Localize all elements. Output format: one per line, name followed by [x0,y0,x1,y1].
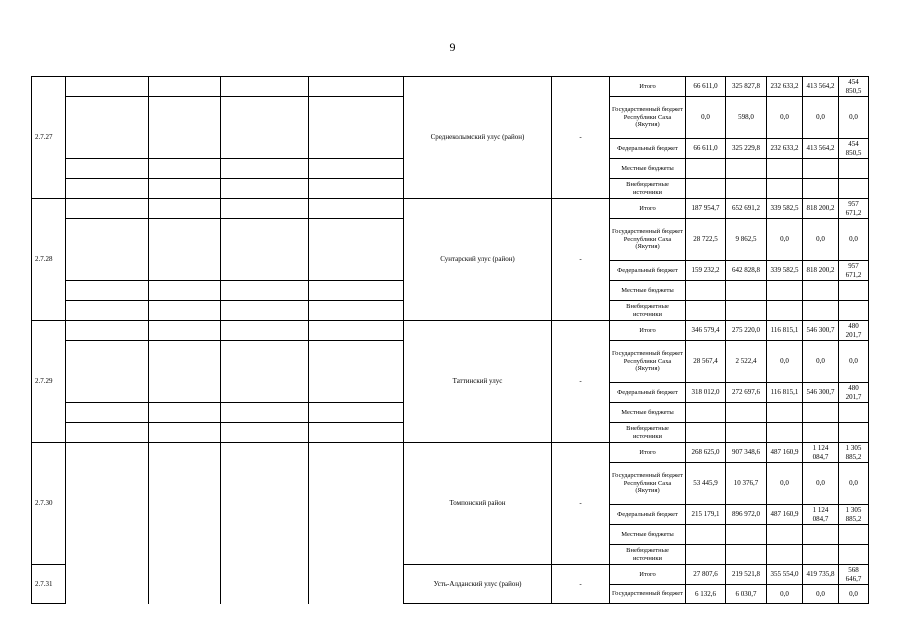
value-cell [803,423,839,443]
value-cell [767,423,803,443]
empty-cell [309,179,404,199]
value-cell: 346 579,4 [686,321,726,341]
value-cell: 818 200,2 [803,261,839,281]
value-cell [686,423,726,443]
empty-cell [66,159,149,179]
value-cell: 1 305 885,2 [839,443,869,463]
row-code: 2.7.31 [32,565,66,604]
value-cell [726,179,767,199]
empty-cell [149,423,221,443]
empty-cell [149,159,221,179]
value-cell: 116 815,1 [767,383,803,403]
value-cell: 268 625,0 [686,443,726,463]
funding-source: Государственный бюджет Республики Саха (Якутия) [610,463,686,505]
empty-cell [221,77,309,97]
funding-source: Федеральный бюджет [610,139,686,159]
funding-source: Внебюджетные источники [610,423,686,443]
value-cell: 272 697,6 [726,383,767,403]
funding-source: Внебюджетные источники [610,301,686,321]
empty-cell [66,219,149,261]
value-cell: 232 633,2 [767,77,803,97]
table-row [32,565,869,585]
value-cell [803,179,839,199]
value-cell: 487 160,9 [767,443,803,463]
table-row [32,321,869,341]
empty-cell [221,403,309,423]
value-cell [803,525,839,545]
district-name: Сунтарский улус (район) [404,199,552,321]
funding-source: Государственный бюджет [610,585,686,604]
value-cell: 957 671,2 [839,199,869,219]
empty-cell [66,261,149,281]
empty-cell [221,383,309,403]
empty-cell [149,383,221,403]
value-cell [839,545,869,565]
empty-cell [66,321,149,341]
value-cell [767,301,803,321]
value-cell: 0,0 [839,97,869,139]
empty-cell [309,565,404,604]
value-cell: 28 722,5 [686,219,726,261]
funding-source: Итого [610,565,686,585]
empty-cell [149,341,221,383]
value-cell: 325 229,8 [726,139,767,159]
value-cell: 318 012,0 [686,383,726,403]
value-cell: 116 815,1 [767,321,803,341]
empty-cell [309,139,404,159]
value-cell [686,545,726,565]
funding-source: Местные бюджеты [610,159,686,179]
funding-source: Местные бюджеты [610,403,686,423]
value-cell: 0,0 [767,219,803,261]
empty-cell [221,301,309,321]
empty-cell [66,77,149,97]
empty-cell [149,261,221,281]
dash-cell: - [552,443,610,565]
empty-cell [221,179,309,199]
empty-cell [221,159,309,179]
empty-cell [149,77,221,97]
value-cell: 325 827,8 [726,77,767,97]
empty-cell [221,261,309,281]
value-cell: 487 160,9 [767,505,803,525]
value-cell [726,301,767,321]
empty-cell [309,219,404,261]
value-cell [803,403,839,423]
empty-cell [221,443,309,565]
value-cell [839,403,869,423]
value-cell: 28 567,4 [686,341,726,383]
value-cell: 0,0 [839,219,869,261]
funding-source: Итого [610,321,686,341]
value-cell: 215 179,1 [686,505,726,525]
value-cell: 159 232,2 [686,261,726,281]
value-cell: 480 201,7 [839,383,869,403]
empty-cell [66,341,149,383]
empty-cell [221,423,309,443]
empty-cell [309,383,404,403]
empty-cell [149,443,221,565]
funding-source: Государственный бюджет Республики Саха (Якутия) [610,97,686,139]
empty-cell [66,403,149,423]
district-name: Таттинский улус [404,321,552,443]
value-cell [839,179,869,199]
empty-cell [149,179,221,199]
value-cell: 1 305 885,2 [839,505,869,525]
value-cell: 957 671,2 [839,261,869,281]
empty-cell [309,159,404,179]
value-cell: 0,0 [803,585,839,604]
funding-source: Внебюджетные источники [610,179,686,199]
value-cell: 2 522,4 [726,341,767,383]
value-cell: 454 850,5 [839,77,869,97]
value-cell: 339 582,5 [767,261,803,281]
empty-cell [221,321,309,341]
empty-cell [66,139,149,159]
value-cell: 10 376,7 [726,463,767,505]
empty-cell [149,565,221,604]
value-cell: 0,0 [803,463,839,505]
empty-cell [66,423,149,443]
value-cell: 413 564,2 [803,77,839,97]
empty-cell [66,179,149,199]
empty-cell [221,219,309,261]
value-cell [767,545,803,565]
value-cell [726,525,767,545]
funding-source: Итого [610,199,686,219]
value-cell [767,525,803,545]
value-cell: 907 348,6 [726,443,767,463]
value-cell: 413 564,2 [803,139,839,159]
value-cell: 339 582,5 [767,199,803,219]
value-cell [686,281,726,301]
value-cell [726,403,767,423]
value-cell [726,281,767,301]
value-cell: 642 828,8 [726,261,767,281]
funding-source: Итого [610,443,686,463]
empty-cell [309,261,404,281]
value-cell: 1 124 084,7 [803,443,839,463]
funding-source: Внебюджетные источники [610,545,686,565]
value-cell [726,423,767,443]
row-code: 2.7.29 [32,321,66,443]
value-cell: 0,0 [767,341,803,383]
page-number: 9 [449,40,456,54]
empty-cell [149,139,221,159]
empty-cell [309,423,404,443]
empty-cell [221,97,309,139]
value-cell: 0,0 [767,463,803,505]
empty-cell [221,565,309,604]
value-cell: 568 646,7 [839,565,869,585]
value-cell: 896 972,0 [726,505,767,525]
empty-cell [149,301,221,321]
dash-cell: - [552,199,610,321]
value-cell: 598,0 [726,97,767,139]
value-cell: 0,0 [803,97,839,139]
value-cell: 66 611,0 [686,139,726,159]
empty-cell [66,97,149,139]
empty-cell [309,77,404,97]
value-cell [767,159,803,179]
value-cell [686,159,726,179]
value-cell: 275 220,0 [726,321,767,341]
value-cell: 818 200,2 [803,199,839,219]
dash-cell: - [552,77,610,199]
value-cell: 652 691,2 [726,199,767,219]
empty-cell [66,565,149,604]
empty-cell [149,219,221,261]
table-row [32,77,869,97]
value-cell: 419 735,8 [803,565,839,585]
empty-cell [309,97,404,139]
district-name: Томпонский район [404,443,552,565]
value-cell: 480 201,7 [839,321,869,341]
value-cell [803,545,839,565]
value-cell: 0,0 [686,97,726,139]
table-row [32,199,869,219]
empty-cell [309,321,404,341]
value-cell: 187 954,7 [686,199,726,219]
funding-source: Государственный бюджет Республики Саха (Якутия) [610,341,686,383]
value-cell [839,159,869,179]
district-name: Среднеколымский улус (район) [404,77,552,199]
value-cell: 219 521,8 [726,565,767,585]
value-cell: 546 300,7 [803,383,839,403]
value-cell [686,179,726,199]
value-cell [767,281,803,301]
table-row [32,443,869,463]
empty-cell [309,341,404,383]
empty-cell [66,383,149,403]
value-cell: 9 862,5 [726,219,767,261]
district-name: Усть-Алданский улус (район) [404,565,552,604]
empty-cell [66,281,149,301]
value-cell: 0,0 [839,585,869,604]
budget-table [31,76,869,604]
funding-source: Федеральный бюджет [610,383,686,403]
empty-cell [66,199,149,219]
dash-cell: - [552,565,610,604]
value-cell: 27 807,6 [686,565,726,585]
value-cell: 232 633,2 [767,139,803,159]
value-cell: 0,0 [839,463,869,505]
value-cell: 0,0 [803,341,839,383]
empty-cell [66,443,149,565]
funding-source: Федеральный бюджет [610,261,686,281]
value-cell [839,525,869,545]
empty-cell [149,97,221,139]
empty-cell [221,281,309,301]
value-cell [839,423,869,443]
value-cell: 454 850,5 [839,139,869,159]
value-cell: 6 132,6 [686,585,726,604]
value-cell: 1 124 084,7 [803,505,839,525]
empty-cell [309,443,404,565]
value-cell: 53 445,9 [686,463,726,505]
empty-cell [221,341,309,383]
value-cell [839,301,869,321]
value-cell [686,403,726,423]
value-cell [767,179,803,199]
empty-cell [221,199,309,219]
empty-cell [309,403,404,423]
value-cell: 0,0 [767,585,803,604]
value-cell [803,159,839,179]
value-cell [686,301,726,321]
value-cell [839,281,869,301]
empty-cell [309,199,404,219]
value-cell: 0,0 [839,341,869,383]
value-cell: 66 611,0 [686,77,726,97]
value-cell [726,545,767,565]
row-code: 2.7.28 [32,199,66,321]
row-code: 2.7.30 [32,443,66,565]
value-cell [803,281,839,301]
funding-source: Федеральный бюджет [610,505,686,525]
funding-source: Местные бюджеты [610,281,686,301]
empty-cell [149,281,221,301]
value-cell: 546 300,7 [803,321,839,341]
dash-cell: - [552,321,610,443]
value-cell [767,403,803,423]
value-cell: 0,0 [803,219,839,261]
empty-cell [66,301,149,321]
value-cell [726,159,767,179]
value-cell [686,525,726,545]
empty-cell [221,139,309,159]
value-cell: 355 554,0 [767,565,803,585]
empty-cell [149,403,221,423]
funding-source: Местные бюджеты [610,525,686,545]
funding-source: Государственный бюджет Республики Саха (Якутия) [610,219,686,261]
funding-source: Итого [610,77,686,97]
row-code: 2.7.27 [32,77,66,199]
empty-cell [149,321,221,341]
empty-cell [149,199,221,219]
empty-cell [309,281,404,301]
empty-cell [309,301,404,321]
value-cell: 6 030,7 [726,585,767,604]
value-cell [803,301,839,321]
value-cell: 0,0 [767,97,803,139]
